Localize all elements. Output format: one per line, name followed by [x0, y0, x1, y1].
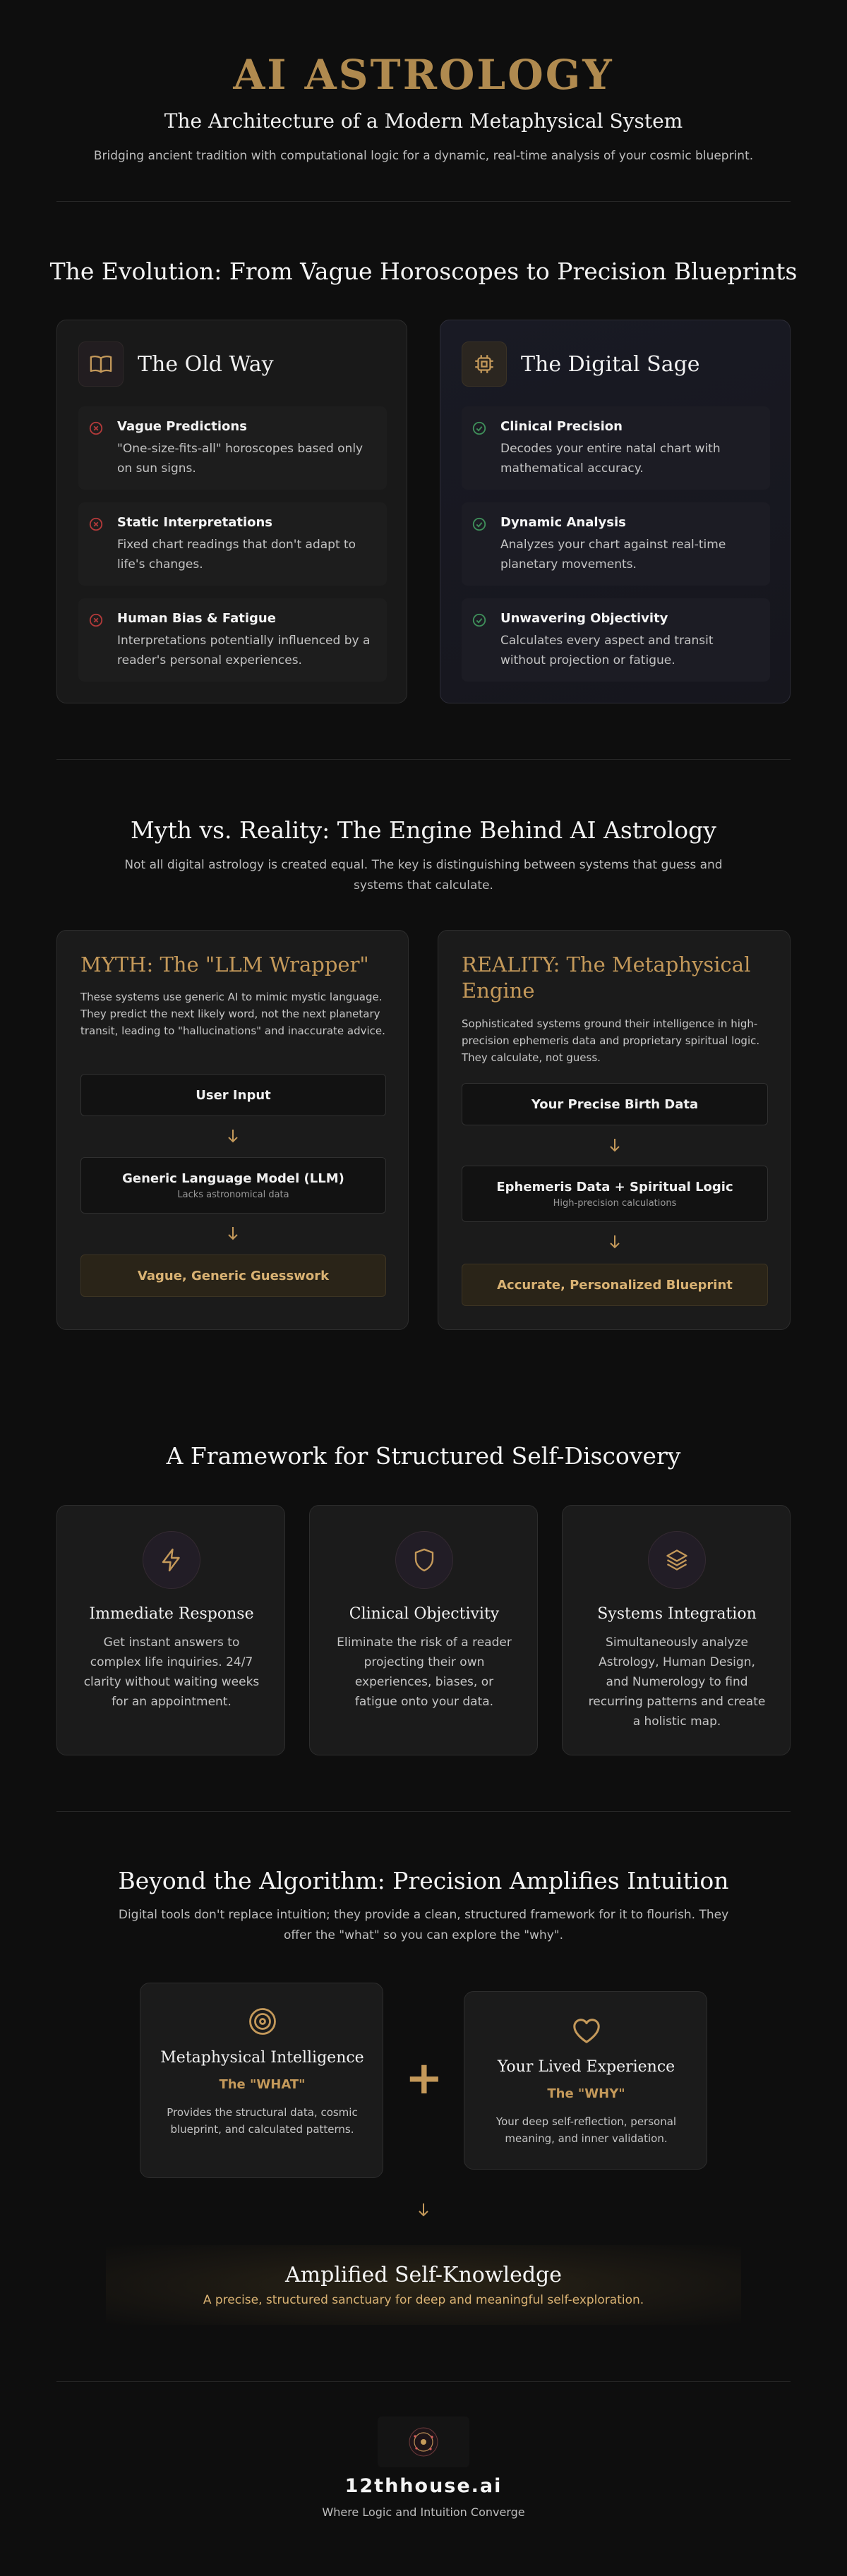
framework-card-title: Immediate Response	[89, 1605, 254, 1623]
old-way-item	[78, 406, 387, 490]
digital-sage-item-desc: Decodes your entire natal chart with mathematical accuracy.	[500, 442, 721, 476]
page-subtitle: The Architecture of a Modern Metaphysical System	[164, 109, 683, 133]
old-way-header	[78, 341, 274, 387]
myth-reality-subtitle: Not all digital astrology is created equal. The key is distinguishing between systems that guess and systems that calculate.	[124, 858, 723, 893]
old-way-item-title: Static Interpretations	[117, 515, 273, 530]
digital-sage-item-title: Unwavering Objectivity	[500, 611, 668, 626]
check-circle-icon	[471, 612, 487, 628]
old-way-card	[56, 320, 407, 703]
arrow-down-icon	[608, 1137, 622, 1153]
metaphysical-intelligence-desc: Provides the structural data, cosmic blueprint, and calculated patterns.	[167, 2106, 358, 2136]
reality-card	[438, 930, 791, 1330]
arrow-down-icon	[226, 1128, 240, 1144]
page-tagline: Bridging ancient tradition with computational logic for a dynamic, real-time analysis of your cosmic blueprint.	[93, 149, 754, 163]
old-way-item-title: Vague Predictions	[117, 419, 247, 434]
old-way-item-desc: "One-size-fits-all" horoscopes based only on sun signs.	[117, 442, 364, 476]
myth-step-llm: Generic Language Model (LLM) Lacks astronomical data	[80, 1157, 386, 1214]
myth-result: Vague, Generic Guesswork	[80, 1254, 386, 1297]
x-circle-icon	[88, 612, 104, 628]
x-circle-icon	[88, 421, 104, 436]
layers-icon	[648, 1531, 706, 1589]
lived-experience-desc: Your deep self-reflection, personal meaning, and inner validation.	[495, 2115, 677, 2145]
amplified-subtitle: A precise, structured sanctuary for deep and meaningful self-exploration.	[203, 2293, 644, 2307]
myth-card	[56, 930, 409, 1330]
digital-sage-item-title: Clinical Precision	[500, 419, 623, 434]
myth-reality-title: Myth vs. Reality: The Engine Behind AI Astrology	[131, 816, 716, 844]
reality-title: REALITY: The Metaphysical Engine	[462, 953, 751, 1003]
page-header	[0, 0, 847, 201]
beyond-title: Beyond the Algorithm: Precision Amplifies Intuition	[118, 1867, 729, 1894]
old-way-item	[78, 502, 387, 586]
reality-result: Accurate, Personalized Blueprint	[462, 1264, 768, 1306]
page-title: AI ASTROLOGY	[233, 51, 614, 99]
arrow-down-icon	[608, 1234, 622, 1250]
digital-sage-item-desc: Calculates every aspect and transit without projection or fatigue.	[500, 634, 714, 667]
framework-title: A Framework for Structured Self-Discovery	[166, 1442, 681, 1470]
digital-sage-item	[462, 598, 770, 682]
myth-title: MYTH: The "LLM Wrapper"	[80, 953, 369, 976]
target-icon	[248, 2007, 277, 2036]
arrow-down-icon	[416, 2201, 431, 2218]
digital-sage-item	[462, 406, 770, 490]
old-way-title: The Old Way	[138, 351, 274, 377]
framework-card-desc: Eliminate the risk of a reader projecting their own experiences, biases, or fatigue onto your data.	[337, 1635, 512, 1709]
old-way-item-desc: Interpretations potentially influenced by a reader's personal experiences.	[117, 634, 371, 667]
x-circle-icon	[88, 516, 104, 532]
open-book-icon	[78, 341, 124, 387]
framework-card-desc: Get instant answers to complex life inquiries. 24/7 clarity without waiting weeks for an appointment.	[83, 1635, 260, 1709]
myth-step-user-input: User Input	[80, 1074, 386, 1116]
divider	[56, 1811, 791, 1812]
check-circle-icon	[471, 421, 487, 436]
old-way-item-title: Human Bias & Fatigue	[117, 611, 276, 626]
amplified-title: Amplified Self-Knowledge	[284, 2263, 563, 2287]
divider	[56, 759, 791, 760]
digital-sage-header	[462, 341, 700, 387]
reality-desc: Sophisticated systems ground their intelligence in high-precision ephemeris data and proprietary spiritual logic. They calculate, not guess.	[462, 1017, 760, 1064]
digital-sage-item-title: Dynamic Analysis	[500, 515, 626, 530]
brand-logo	[378, 2417, 469, 2467]
framework-card-title: Clinical Objectivity	[349, 1605, 500, 1623]
divider	[56, 2381, 791, 2382]
myth-desc: These systems use generic AI to mimic mystic language. They predict the next likely word, not the next planetary transit, leading to "hallucinations" and inaccurate advice.	[80, 991, 385, 1037]
reality-step-ephemeris: Ephemeris Data + Spiritual Logic High-precision calculations	[462, 1166, 768, 1222]
framework-card	[562, 1505, 791, 1755]
divider	[56, 201, 791, 202]
lightning-icon	[143, 1531, 200, 1589]
framework-card	[56, 1505, 285, 1755]
evolution-title: The Evolution: From Vague Horoscopes to Precision Blueprints	[49, 258, 798, 285]
beyond-subtitle: Digital tools don't replace intuition; they provide a clean, structured framework for it to flourish. They offer the "what" so you can explore the "why".	[118, 1908, 729, 1942]
what-tag: The "WHAT"	[219, 2077, 306, 2092]
lived-experience-card	[464, 1991, 707, 2170]
metaphysical-intelligence-card	[140, 1983, 383, 2178]
arrow-down-icon	[226, 1226, 240, 1241]
digital-sage-item-desc: Analyzes your chart against real-time planetary movements.	[500, 538, 726, 572]
metaphysical-intelligence-title: Metaphysical Intelligence	[160, 2049, 364, 2067]
footer-brand-name: 12thhouse.ai	[344, 2475, 503, 2497]
footer-tagline: Where Logic and Intuition Converge	[322, 2505, 525, 2519]
logo-emblem-icon	[406, 2424, 441, 2460]
framework-card-desc: Simultaneously analyze Astrology, Human Design, and Numerology to find recurring patterns and create a holistic map.	[588, 1635, 766, 1729]
cpu-chip-icon	[462, 341, 507, 387]
framework-card-title: Systems Integration	[597, 1605, 757, 1623]
why-tag: The "WHY"	[547, 2086, 625, 2101]
shield-icon	[395, 1531, 453, 1589]
lived-experience-title: Your Lived Experience	[497, 2058, 675, 2076]
reality-step-birth-data: Your Precise Birth Data	[462, 1083, 768, 1125]
plus-icon: +	[405, 2052, 443, 2105]
old-way-item-desc: Fixed chart readings that don't adapt to life's changes.	[117, 538, 356, 572]
heart-icon	[570, 2015, 603, 2045]
digital-sage-item	[462, 502, 770, 586]
amplified-self-knowledge	[106, 2245, 741, 2325]
digital-sage-title: The Digital Sage	[521, 351, 700, 377]
old-way-item	[78, 598, 387, 682]
framework-card	[309, 1505, 538, 1755]
check-circle-icon	[471, 516, 487, 532]
digital-sage-card	[440, 320, 791, 703]
